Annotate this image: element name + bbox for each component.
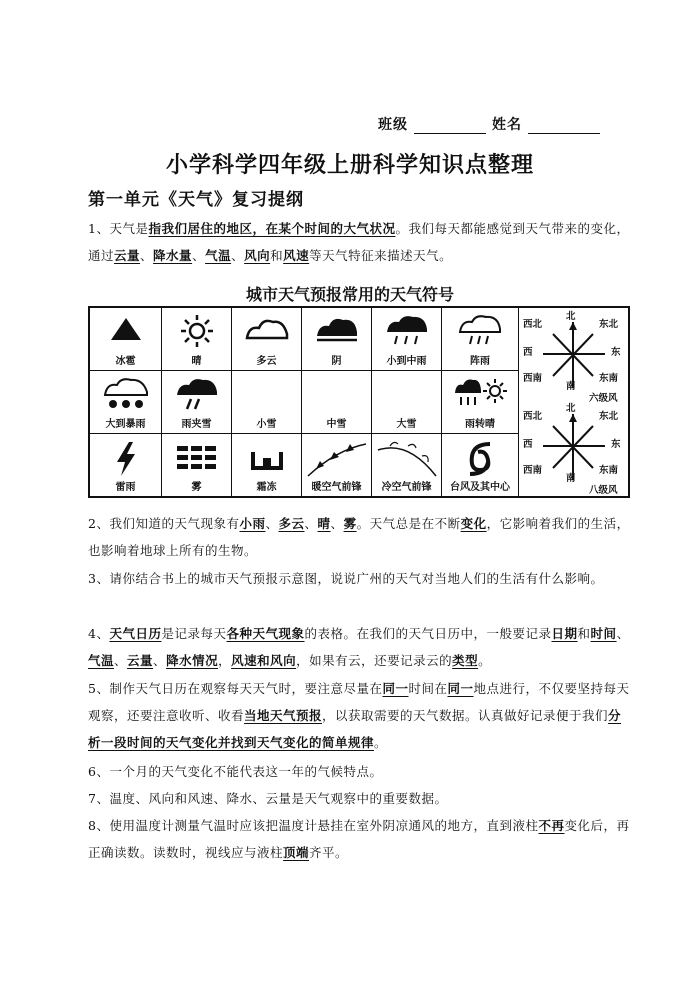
- cell-fog: 雾: [162, 434, 232, 496]
- cell-heavy-rain: 大到暴雨: [90, 371, 162, 434]
- fog-icon: [175, 440, 219, 474]
- cell-light-rain: 小到中雨: [372, 308, 442, 371]
- class-blank[interactable]: [414, 119, 486, 134]
- paragraph-1: 1、天气是指我们居住的地区，在某个时间的大气状况。我们每天都能感觉到天气带来的变化，通过云量、降水量、气温、风向和风速等天气特征来描述天气。: [88, 221, 630, 263]
- cell-sleet: 雨夹雪: [162, 371, 232, 434]
- cell-moderate-snow: 中雪: [302, 371, 372, 434]
- hail-icon: [106, 314, 146, 344]
- unit-title: 第一单元《天气》复习提纲: [88, 190, 304, 210]
- cell-rain-to-sunny: 雨转晴: [442, 371, 519, 434]
- paragraph-3: 3、请你结合书上的城市天气预报示意图，说说广州的天气对当地人们的生活有什么影响。: [88, 571, 604, 586]
- name-label: 姓名: [492, 117, 522, 133]
- paragraph-6: 6、一个月的天气变化不能代表这一年的气候特点。: [88, 764, 383, 779]
- table-title: 城市天气预报常用的天气符号: [245, 285, 454, 304]
- wind-direction-panel: 西北 北 东北 西 东 西南 南 东南 六级风 西北 北 东北 西 东 西南 南 东南 八级风: [519, 308, 628, 496]
- paragraph-7: 7、温度、风向和风速、降水、云量是天气观察中的重要数据。: [88, 791, 448, 806]
- paragraph-2: 2、我们知道的天气现象有小雨、多云、晴、雾。天气总是在不断变化，它影响着我们的生活，也影响着地球上所有的生物。: [88, 516, 630, 558]
- weather-symbol-table: [88, 306, 630, 498]
- sleet-icon: [173, 377, 221, 413]
- cell-sunny: 晴: [162, 308, 232, 371]
- cell-frost: 霜冻: [232, 434, 302, 496]
- cell-heavy-snow: 大雪: [372, 371, 442, 434]
- cell-light-snow: 小雪: [232, 371, 302, 434]
- name-blank[interactable]: [528, 119, 600, 134]
- cell-cloudy: 多云: [232, 308, 302, 371]
- warm-front-icon: [306, 440, 368, 480]
- partly-cloudy-icon: [243, 314, 291, 344]
- rain-to-sunny-icon: [453, 377, 507, 411]
- cold-front-icon: [376, 440, 438, 480]
- overcast-icon: [313, 314, 361, 344]
- cell-cold-front: 冷空气前锋: [372, 434, 442, 496]
- paragraph-5: 5、制作天气日历在观察每天天气时，要注意尽量在同一时间在同一地点进行，不仅要坚持每天观察，还要注意收听、收看当地天气预报，以获取需要的天气数据。认真做好记录便于我们分析一段时间的天气变化并找到天气变化的简单规律。: [88, 681, 630, 750]
- lightning-icon: [111, 440, 141, 478]
- cell-overcast: 阴: [302, 308, 372, 371]
- cell-shower: 阵雨: [442, 308, 519, 371]
- paragraph-4: 4、天气日历是记录每天各种天气现象的表格。在我们的天气日历中，一般要记录日期和时间、气温、云量、降水情况，风速和风向，如果有云，还要记录云的类型。: [88, 626, 630, 668]
- cell-typhoon: 台风及其中心: [442, 434, 519, 496]
- shower-icon: [456, 314, 504, 350]
- cell-hail: 冰雹: [90, 308, 162, 371]
- page-title: 小学科学四年级上册科学知识点整理: [165, 152, 534, 178]
- frost-icon: [247, 440, 287, 474]
- cell-warm-front: 暖空气前锋: [302, 434, 372, 496]
- sun-icon: [177, 314, 217, 350]
- class-name-line: [378, 114, 606, 134]
- paragraph-8: 8、使用温度计测量气温时应该把温度计悬挂在室外阴凉通风的地方，直到液柱不再变化后，再正确读数。读数时，视线应与液柱顶端齐平。: [88, 818, 630, 860]
- typhoon-icon: [464, 440, 496, 478]
- heavy-rain-icon: [101, 377, 151, 413]
- light-rain-icon: [383, 314, 431, 350]
- cell-thunderstorm: 雷雨: [90, 434, 162, 496]
- class-label: 班级: [378, 117, 408, 133]
